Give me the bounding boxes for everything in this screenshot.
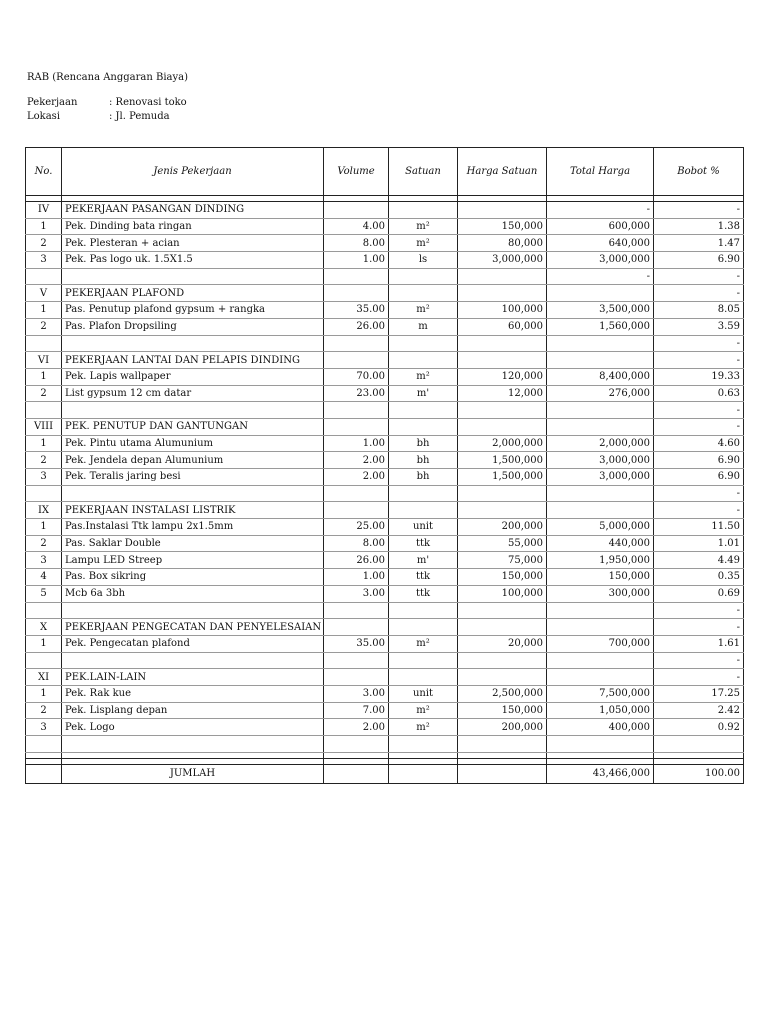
cell-bobot: - <box>654 285 744 302</box>
table-row <box>26 585 744 602</box>
cell-total-harga <box>547 669 654 686</box>
section-row <box>26 502 744 519</box>
cell-no <box>26 485 62 502</box>
cell-satuan: ttk <box>389 585 458 602</box>
cell-satuan: m² <box>389 218 458 235</box>
cell-volume <box>324 619 389 636</box>
cell-jenis: Pas. Penutup plafond gypsum + rangka <box>62 302 324 319</box>
cell-jenis: PEKERJAAN INSTALASI LISTRIK <box>62 502 324 519</box>
blank-row <box>26 652 744 669</box>
cell-no <box>26 402 62 419</box>
pekerjaan-label: Pekerjaan <box>27 97 78 108</box>
cell-total-harga: 640,000 <box>547 235 654 252</box>
rab-table <box>25 147 744 784</box>
table-row <box>26 569 744 586</box>
cell-bobot: 0.35 <box>654 569 744 586</box>
cell-total-harga: 300,000 <box>547 585 654 602</box>
cell-total-harga: 400,000 <box>547 719 654 736</box>
total-row <box>26 764 744 783</box>
cell-total-harga <box>547 502 654 519</box>
table-row <box>26 368 744 385</box>
cell-satuan <box>389 418 458 435</box>
table-row <box>26 702 744 719</box>
cell-volume <box>324 652 389 669</box>
table-row <box>26 385 744 402</box>
cell-no: 3 <box>26 252 62 269</box>
cell-jenis <box>62 736 324 753</box>
cell-bobot: 3.59 <box>654 318 744 335</box>
cell-harga-satuan: 150,000 <box>458 569 547 586</box>
cell-bobot: 6.90 <box>654 469 744 486</box>
cell-bobot: 2.42 <box>654 702 744 719</box>
cell-harga-satuan: 200,000 <box>458 719 547 736</box>
table-row <box>26 252 744 269</box>
cell-no: 2 <box>26 535 62 552</box>
cell-harga-satuan <box>458 335 547 352</box>
cell-jenis <box>62 652 324 669</box>
table-row <box>26 318 744 335</box>
cell-satuan <box>389 602 458 619</box>
cell-harga-satuan: 12,000 <box>458 385 547 402</box>
cell-bobot: 4.60 <box>654 435 744 452</box>
cell-no: 1 <box>26 685 62 702</box>
cell-volume <box>324 352 389 369</box>
cell-jenis: Lampu LED Streep <box>62 552 324 569</box>
cell-total-harga <box>547 652 654 669</box>
section-row <box>26 202 744 219</box>
cell-jenis: Pas. Box sikring <box>62 569 324 586</box>
cell-bobot: - <box>654 352 744 369</box>
cell-no: 1 <box>26 218 62 235</box>
cell-jenis: Pek. Jendela depan Alumunium <box>62 452 324 469</box>
cell-jenis: Pek. Pengecatan plafond <box>62 635 324 652</box>
table-body <box>26 196 744 759</box>
table-row <box>26 719 744 736</box>
cell-harga-satuan <box>458 502 547 519</box>
cell-total-harga <box>547 285 654 302</box>
cell-total-harga: 600,000 <box>547 218 654 235</box>
cell-no: 1 <box>26 635 62 652</box>
cell-harga-satuan <box>458 352 547 369</box>
cell-volume <box>324 736 389 753</box>
cell-harga-satuan: 120,000 <box>458 368 547 385</box>
cell-volume: 23.00 <box>324 385 389 402</box>
cell-total-harga <box>547 402 654 419</box>
cell-harga-satuan <box>458 652 547 669</box>
table-row <box>26 235 744 252</box>
cell-jenis <box>62 602 324 619</box>
cell-no: VIII <box>26 418 62 435</box>
blank-row <box>26 602 744 619</box>
cell-jenis <box>62 268 324 285</box>
cell-volume: 3.00 <box>324 585 389 602</box>
cell-no <box>26 736 62 753</box>
cell-harga-satuan: 150,000 <box>458 702 547 719</box>
table-row <box>26 685 744 702</box>
cell-no: 1 <box>26 519 62 536</box>
table-row <box>26 519 744 536</box>
cell-harga-satuan: 20,000 <box>458 635 547 652</box>
lokasi-label: Lokasi <box>27 111 61 122</box>
cell-volume <box>324 669 389 686</box>
cell-volume: 1.00 <box>324 435 389 452</box>
cell-satuan: m' <box>389 385 458 402</box>
cell-jenis: PEKERJAAN PASANGAN DINDING <box>62 202 324 219</box>
cell-total-harga <box>547 619 654 636</box>
cell-volume: 35.00 <box>324 635 389 652</box>
cell-harga-satuan: 100,000 <box>458 585 547 602</box>
cell-bobot: - <box>654 402 744 419</box>
col-header-harga-satuan: Harga Satuan <box>458 148 547 196</box>
cell-bobot: - <box>654 652 744 669</box>
cell-jenis: Pek. Pintu utama Alumunium <box>62 435 324 452</box>
cell-jenis <box>62 402 324 419</box>
cell-total-harga: 5,000,000 <box>547 519 654 536</box>
cell-jenis: Pek. Lapis wallpaper <box>62 368 324 385</box>
cell-no: 4 <box>26 569 62 586</box>
cell-harga-satuan <box>458 669 547 686</box>
col-header-satuan: Satuan <box>389 148 458 196</box>
cell-volume: 8.00 <box>324 535 389 552</box>
cell-total-harga: 7,500,000 <box>547 685 654 702</box>
cell-no: 3 <box>26 469 62 486</box>
cell-volume: 1.00 <box>324 569 389 586</box>
cell-harga-satuan <box>458 402 547 419</box>
cell-jenis: PEKERJAAN LANTAI DAN PELAPIS DINDING <box>62 352 324 369</box>
cell-bobot: 0.69 <box>654 585 744 602</box>
cell-jenis: PEK. PENUTUP DAN GANTUNGAN <box>62 418 324 435</box>
cell-total-harga: 8,400,000 <box>547 368 654 385</box>
table-row <box>26 218 744 235</box>
cell-no: IX <box>26 502 62 519</box>
cell-total-harga: 3,000,000 <box>547 452 654 469</box>
cell-harga-satuan <box>458 268 547 285</box>
cell-satuan: m² <box>389 702 458 719</box>
cell-no: 2 <box>26 318 62 335</box>
cell-bobot: 1.38 <box>654 218 744 235</box>
cell-total-harga: 700,000 <box>547 635 654 652</box>
section-row <box>26 352 744 369</box>
blank-row <box>26 268 744 285</box>
cell-satuan: m² <box>389 302 458 319</box>
cell-satuan: bh <box>389 452 458 469</box>
cell-volume <box>324 202 389 219</box>
cell-total-harga: 276,000 <box>547 385 654 402</box>
cell-satuan: unit <box>389 685 458 702</box>
col-header-bobot: Bobot % <box>654 148 744 196</box>
cell-bobot: - <box>654 502 744 519</box>
cell-no: 3 <box>26 552 62 569</box>
cell-no: V <box>26 285 62 302</box>
cell-total-harga <box>547 352 654 369</box>
project-row <box>27 97 187 108</box>
col-header-jenis: Jenis Pekerjaan <box>62 148 324 196</box>
cell-satuan: m² <box>389 368 458 385</box>
cell-volume: 26.00 <box>324 318 389 335</box>
cell-satuan: ls <box>389 252 458 269</box>
cell-no: 5 <box>26 585 62 602</box>
cell-satuan: bh <box>389 435 458 452</box>
cell-no: IV <box>26 202 62 219</box>
cell-satuan <box>389 268 458 285</box>
cell-bobot: 1.01 <box>654 535 744 552</box>
cell-satuan: bh <box>389 469 458 486</box>
cell-total-harga: 3,500,000 <box>547 302 654 319</box>
cell-jenis: Pek. Pas logo uk. 1.5X1.5 <box>62 252 324 269</box>
cell-satuan <box>389 402 458 419</box>
cell-no <box>26 652 62 669</box>
cell-harga-satuan <box>458 619 547 636</box>
section-row <box>26 669 744 686</box>
table-row <box>26 435 744 452</box>
cell-bobot: - <box>654 418 744 435</box>
cell-harga-satuan: 200,000 <box>458 519 547 536</box>
cell-no <box>26 268 62 285</box>
table-row <box>26 452 744 469</box>
cell-total-harga <box>547 736 654 753</box>
document-title: RAB (Rencana Anggaran Biaya) <box>27 72 189 83</box>
cell-volume <box>324 602 389 619</box>
cell-harga-satuan <box>458 736 547 753</box>
cell-jenis: Pek. Teralis jaring besi <box>62 469 324 486</box>
cell-satuan <box>389 736 458 753</box>
cell-no: 2 <box>26 702 62 719</box>
cell-total-harga: 1,950,000 <box>547 552 654 569</box>
cell-total-harga: 3,000,000 <box>547 469 654 486</box>
cell-satuan <box>389 652 458 669</box>
cell-satuan: unit <box>389 519 458 536</box>
cell-jenis: Pas. Plafon Dropsiling <box>62 318 324 335</box>
cell-satuan <box>389 285 458 302</box>
cell-satuan <box>389 352 458 369</box>
cell-bobot: - <box>654 268 744 285</box>
cell-harga-satuan <box>458 202 547 219</box>
lokasi-value: : Jl. Pemuda <box>109 111 170 122</box>
cell-volume: 2.00 <box>324 452 389 469</box>
cell-no: 2 <box>26 385 62 402</box>
cell-total-harga: 2,000,000 <box>547 435 654 452</box>
cell-harga-satuan <box>458 485 547 502</box>
table-row <box>26 552 744 569</box>
section-row <box>26 418 744 435</box>
cell-jenis <box>62 335 324 352</box>
cell-total-harga: 440,000 <box>547 535 654 552</box>
table-row <box>26 535 744 552</box>
pekerjaan-value: : Renovasi toko <box>109 97 187 108</box>
cell-satuan: ttk <box>389 535 458 552</box>
cell-jenis: Mcb 6a 3bh <box>62 585 324 602</box>
cell-volume: 7.00 <box>324 702 389 719</box>
cell-no: XI <box>26 669 62 686</box>
cell-harga-satuan: 2,500,000 <box>458 685 547 702</box>
cell-bobot: 1.47 <box>654 235 744 252</box>
cell-satuan: m² <box>389 235 458 252</box>
cell-jenis: Pek. Lisplang depan <box>62 702 324 719</box>
cell-no: 1 <box>26 435 62 452</box>
cell-bobot: 4.49 <box>654 552 744 569</box>
cell-jenis: PEKERJAAN PLAFOND <box>62 285 324 302</box>
location-row <box>27 111 170 122</box>
cell-harga-satuan: 100,000 <box>458 302 547 319</box>
cell-jenis: Pas.Instalasi Ttk lampu 2x1.5mm <box>62 519 324 536</box>
table-row <box>26 469 744 486</box>
cell-harga-satuan: 55,000 <box>458 535 547 552</box>
cell-bobot: 0.92 <box>654 719 744 736</box>
cell-no <box>26 602 62 619</box>
cell-no: 1 <box>26 368 62 385</box>
cell-bobot <box>654 736 744 753</box>
cell-no: 2 <box>26 452 62 469</box>
cell-no: 2 <box>26 235 62 252</box>
cell-volume: 70.00 <box>324 368 389 385</box>
cell-bobot: - <box>654 602 744 619</box>
cell-bobot: - <box>654 202 744 219</box>
cell-satuan <box>389 485 458 502</box>
cell-satuan <box>389 502 458 519</box>
cell-jenis: Pek. Dinding bata ringan <box>62 218 324 235</box>
blank-row <box>26 736 744 753</box>
cell-jenis: Pas. Saklar Double <box>62 535 324 552</box>
cell-volume <box>324 402 389 419</box>
cell-satuan <box>389 202 458 219</box>
cell-bobot: - <box>654 335 744 352</box>
cell-harga-satuan: 1,500,000 <box>458 452 547 469</box>
col-header-total-harga: Total Harga <box>547 148 654 196</box>
cell-jenis: PEKERJAAN PENGECATAN DAN PENYELESAIAN <box>62 619 324 636</box>
cell-jenis <box>62 485 324 502</box>
cell-volume: 2.00 <box>324 469 389 486</box>
cell-volume <box>324 502 389 519</box>
cell-volume: 4.00 <box>324 218 389 235</box>
cell-harga-satuan <box>458 602 547 619</box>
cell-harga-satuan <box>458 418 547 435</box>
cell-bobot: 17.25 <box>654 685 744 702</box>
cell-harga-satuan: 3,000,000 <box>458 252 547 269</box>
cell-bobot: - <box>654 619 744 636</box>
cell-volume: 25.00 <box>324 519 389 536</box>
cell-volume: 8.00 <box>324 235 389 252</box>
cell-satuan <box>389 669 458 686</box>
cell-bobot: 0.63 <box>654 385 744 402</box>
cell-bobot: 1.61 <box>654 635 744 652</box>
cell-harga-satuan <box>458 285 547 302</box>
cell-volume <box>324 335 389 352</box>
cell-bobot: 11.50 <box>654 519 744 536</box>
cell-volume <box>324 285 389 302</box>
cell-volume: 1.00 <box>324 252 389 269</box>
cell-bobot: - <box>654 485 744 502</box>
cell-no: VI <box>26 352 62 369</box>
cell-satuan: m' <box>389 552 458 569</box>
cell-total-harga: 1,050,000 <box>547 702 654 719</box>
cell-total-harga: 1,560,000 <box>547 318 654 335</box>
cell-volume: 2.00 <box>324 719 389 736</box>
cell-total-harga <box>547 418 654 435</box>
cell-bobot: 6.90 <box>654 452 744 469</box>
cell-satuan: m <box>389 318 458 335</box>
cell-volume <box>324 268 389 285</box>
cell-satuan: m² <box>389 635 458 652</box>
cell-harga-satuan: 1,500,000 <box>458 469 547 486</box>
cell-satuan <box>389 619 458 636</box>
cell-jenis: List gypsum 12 cm datar <box>62 385 324 402</box>
cell-bobot: - <box>654 669 744 686</box>
cell-total-harga: 150,000 <box>547 569 654 586</box>
cell-volume: 35.00 <box>324 302 389 319</box>
blank-row <box>26 402 744 419</box>
section-row <box>26 619 744 636</box>
section-row <box>26 285 744 302</box>
cell-harga-satuan: 2,000,000 <box>458 435 547 452</box>
cell-satuan: ttk <box>389 569 458 586</box>
cell-volume: 3.00 <box>324 685 389 702</box>
cell-jenis: Pek. Logo <box>62 719 324 736</box>
cell-harga-satuan: 80,000 <box>458 235 547 252</box>
cell-satuan: m² <box>389 719 458 736</box>
cell-harga-satuan: 150,000 <box>458 218 547 235</box>
cell-total-harga: - <box>547 268 654 285</box>
cell-bobot: 8.05 <box>654 302 744 319</box>
table-row <box>26 302 744 319</box>
cell-total-harga: - <box>547 202 654 219</box>
cell-total-harga: 3,000,000 <box>547 252 654 269</box>
blank-row <box>26 485 744 502</box>
total-bobot-sum: 100.00 <box>654 764 744 783</box>
total-label: JUMLAH <box>62 764 324 783</box>
cell-total-harga <box>547 485 654 502</box>
table-row <box>26 635 744 652</box>
cell-volume: 26.00 <box>324 552 389 569</box>
cell-volume <box>324 418 389 435</box>
cell-jenis: Pek. Rak kue <box>62 685 324 702</box>
col-header-volume: Volume <box>324 148 389 196</box>
cell-total-harga <box>547 602 654 619</box>
total-harga-sum: 43,466,000 <box>547 764 654 783</box>
cell-no: X <box>26 619 62 636</box>
cell-bobot: 6.90 <box>654 252 744 269</box>
cell-total-harga <box>547 335 654 352</box>
cell-no: 1 <box>26 302 62 319</box>
cell-jenis: Pek. Plesteran + acian <box>62 235 324 252</box>
table-header-row <box>26 148 744 196</box>
blank-row <box>26 335 744 352</box>
cell-jenis: PEK.LAIN-LAIN <box>62 669 324 686</box>
cell-satuan <box>389 335 458 352</box>
cell-bobot: 19.33 <box>654 368 744 385</box>
cell-volume <box>324 485 389 502</box>
cell-no: 3 <box>26 719 62 736</box>
cell-harga-satuan: 60,000 <box>458 318 547 335</box>
cell-harga-satuan: 75,000 <box>458 552 547 569</box>
col-header-no: No. <box>26 148 62 196</box>
cell-no <box>26 335 62 352</box>
